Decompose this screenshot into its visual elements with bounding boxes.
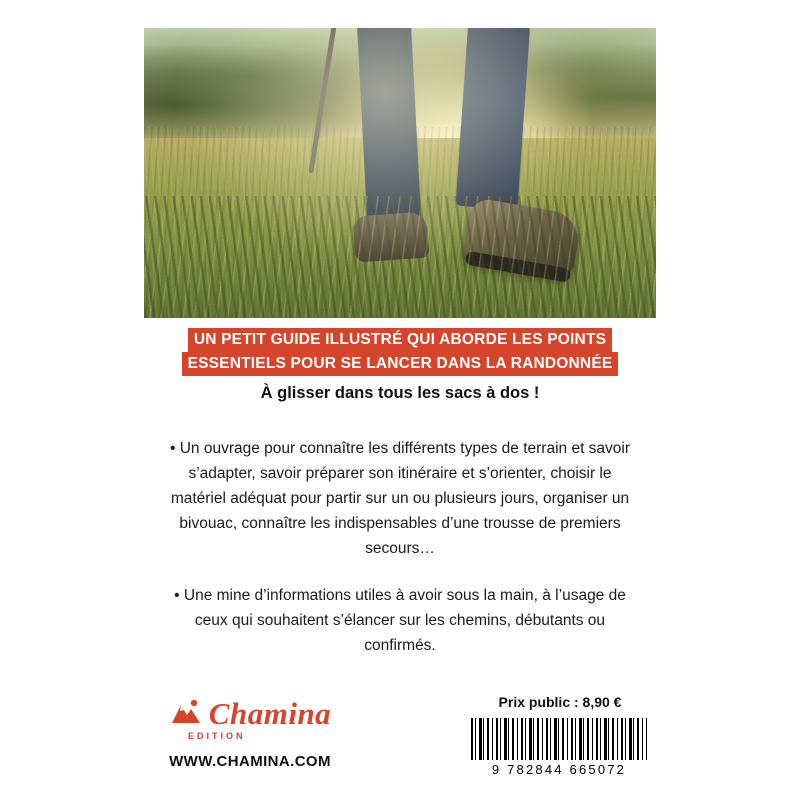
publisher-logo-row	[150, 696, 350, 730]
publisher-name: Chamina	[208, 695, 332, 731]
publisher-website: WWW.CHAMINA.COM	[169, 753, 331, 770]
headline-banner-line-2: ESSENTIELS POUR SE LANCER DANS LA RANDONNÉE	[182, 352, 619, 376]
chamina-mountain-icon	[169, 696, 203, 730]
publisher-subtitle: EDITION	[188, 731, 246, 741]
barcode-bars	[471, 718, 647, 760]
publisher-logo-block	[150, 696, 350, 770]
blurb-paragraph-1: • Un ouvrage pour connaître les différents types de terrain et savoir s’adapter, savoir préparer son itinéraire et s’orienter, choisir le matériel adéquat pour partir sur un ou plusieurs jours, organiser un bivouac, connaître les indispensables d’une trousse de premiers secours…	[169, 440, 631, 557]
barcode-digits: 9 782844 665072	[491, 762, 627, 777]
headline-banner	[0, 328, 800, 376]
cover-photo	[144, 28, 656, 318]
price-label: Prix public : 8,90 €	[498, 694, 622, 710]
blurb-paragraph-2: • Une mine d’informations utiles à avoir sous la main, à l’usage de ceux qui souhaitent s’élancer sur les chemins, débutants ou confirmés.	[174, 587, 626, 654]
barcode	[466, 718, 652, 777]
blurb	[160, 436, 640, 658]
tagline: À glisser dans tous les sacs à dos !	[260, 384, 540, 402]
headline-banner-line-1: UN PETIT GUIDE ILLUSTRÉ QUI ABORDE LES POINTS	[188, 328, 612, 352]
photo-sun-haze	[144, 28, 656, 318]
